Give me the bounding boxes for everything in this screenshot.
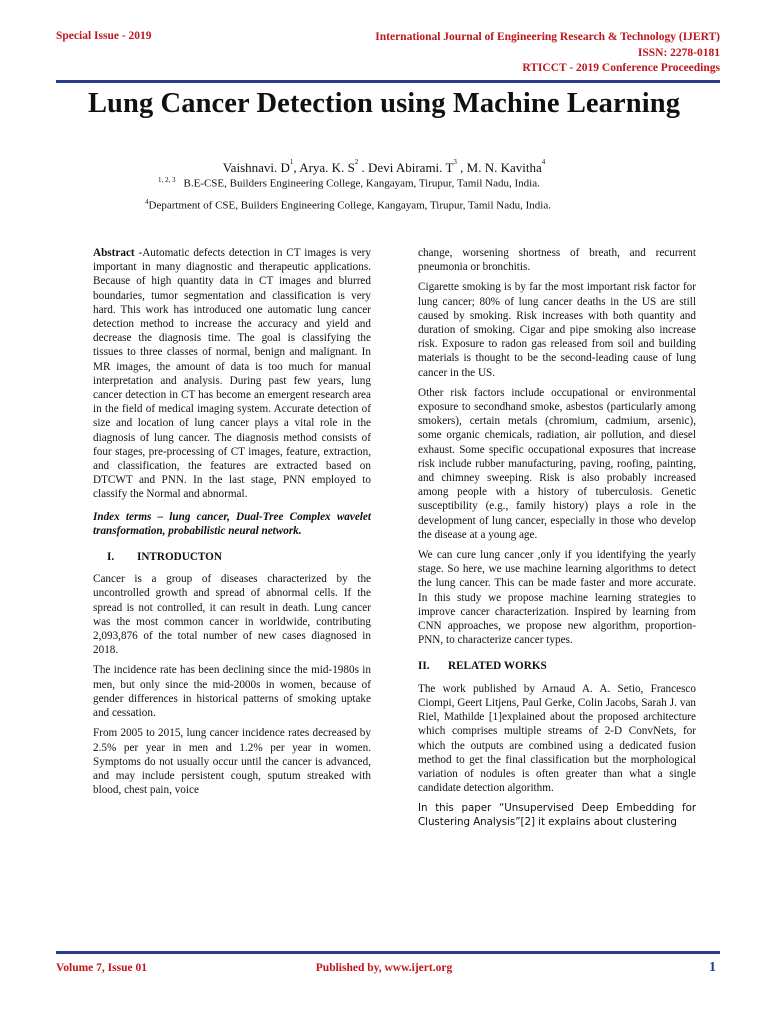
section-number: II.: [418, 660, 430, 673]
intro-paragraph-7: We can cure lung cancer ,only if you identifying the yearly stage. So here, we use machine learning algorithms to detect the lung cancer. This can be made faster and more accurate. In this study we propose machine learning strategies to improve cancer characterization. Inspired by learning from CNN approaches, we propose new algorithm, proportion-PNN, to characterize cancer types.: [418, 549, 696, 647]
intro-paragraph-5: Cigarette smoking is by far the most important risk factor for lung cancer; 80% of lung cancer deaths in the US are still caused by smoking. Risk increases with both quantity and duration of smoking. Cigar and pipe smoking also increase risk. Exposure to radon gas released from soil and building materials is thought to be the second-leading cause of lung cancer in the US.: [418, 281, 696, 379]
section-number: I.: [107, 551, 115, 564]
abstract-label: Abstract: [93, 247, 135, 259]
author-1: Vaishnavi. D: [222, 160, 290, 175]
intro-paragraph-6: Other risk factors include occupational or environmental exposure to secondhand smoke, asbestos (particularly among smokers), certain metals (chromium, cadmium, arsenic), some organic chemicals, radiation, air pollution, and diesel exhaust. Some specific occupational exposures that increase risk include rubber manufacturing, paving, roofing, painting, and chimney sweeping. Risk is also probably increased among people with a history of tuberculosis. Genetic susceptibility (e.g., family history) plays a role in the development of lung cancer, especially in those who develop the disease at a young age.: [418, 386, 696, 541]
paper-title: Lung Cancer Detection using Machine Learning: [87, 88, 681, 119]
author-2-sup: 2: [354, 157, 359, 166]
header-rule: [56, 80, 720, 83]
affiliation-1: [158, 176, 540, 190]
author-4: , M. N. Kavitha: [456, 160, 542, 175]
journal-info: [375, 30, 720, 77]
affiliation-2: [145, 198, 551, 212]
footer-rule: [56, 951, 720, 954]
abstract-text: -Automatic defects detection in CT images is very important in many diagnostic and therapeutic applications. Because of high quantity data in CT images and blurred boundaries, tumor segmentation and classification is very hard. This work has introduced one automatic lung cancer detection method to increase the accuracy and yield and decrease the diagnosis time. The goal is classifying the tissues to three classes of normal, benign and malignant. In MR images, the amount of data is too much for manual interpretation and analysis. During past few years, lung cancer detection in CT has become an emergent research area in the field of medical imaging system. Accurate detection of size and location of lung cancer plays a vital role in the diagnosis of lung cancer. The diagnosis method consists of four stages, pre-processing of CT images, feature, extraction, and classification, the features are extracted based on DTCWT and PNN. In the last stage, PNN employed to classify the Normal and abnormal.: [93, 247, 371, 501]
journal-issue-label: Special Issue - 2019: [56, 30, 152, 42]
related-paragraph-1: The work published by Arnaud A. A. Setio, Francesco Ciompi, Geert Litjens, Paul Gerke, Colin Jacobs, Sarah J. van Riel, Mathilde [1]explained about the proposed architecture which comprises multiple streams of 2-D ConvNets, for which the outputs are combined using a dedicated fusion method to get the final classification but the morphological variation of nodules is often greater than what a single candidate detection algorithm.: [418, 682, 696, 795]
affiliation-1-sup: 1, 2, 3: [158, 176, 176, 184]
author-list: [0, 157, 768, 176]
journal-name: International Journal of Engineering Research & Technology (IJERT): [375, 31, 720, 43]
left-column: [93, 246, 371, 803]
intro-paragraph-4: change, worsening shortness of breath, and recurrent pneumonia or bronchitis.: [418, 247, 696, 274]
index-terms: Index terms – lung cancer, Dual-Tree Complex wavelet transformation, probabilistic neural network.: [93, 510, 371, 537]
intro-paragraph-2: The incidence rate has been declining since the mid-1980s in men, but only since the mid-2000s in women, because of gender differences in historical patterns of smoking uptake and cessation.: [93, 664, 371, 720]
related-paragraph-2: In this paper “Unsupervised Deep Embedding for Clustering Analysis”[2] it explains about clustering: [418, 802, 696, 829]
author-3-sup: 3: [453, 157, 457, 166]
page-number: 1: [709, 960, 716, 975]
author-2: , Arya. K. S: [293, 160, 355, 175]
section-title: INTRODUCTON: [137, 551, 222, 564]
intro-paragraph-1: Cancer is a group of diseases characterized by the uncontrolled growth and spread of abnormal cells. If the spread is not controlled, it can result in death. Lung cancer was the most common cancer in worldwide, contributing 2,093,876 of the total number of new cases diagnosed in 2018.: [93, 573, 371, 657]
right-column: [418, 246, 696, 835]
affiliation-2-sup: 4: [145, 198, 149, 206]
section-heading-related: [418, 659, 696, 673]
author-separator: .: [358, 160, 369, 175]
author-1-sup: 1: [289, 157, 294, 166]
affiliation-1-text: B.E-CSE, Builders Engineering College, Kangayam, Tirupur, Tamil Nadu, India.: [183, 177, 540, 190]
section-title: RELATED WORKS: [448, 660, 547, 673]
abstract: [93, 246, 371, 502]
section-heading-intro: [93, 550, 371, 564]
volume-issue: Volume 7, Issue 01: [56, 962, 147, 974]
intro-paragraph-3: From 2005 to 2015, lung cancer incidence rates decreased by 2.5% per year in men and 1.2% per year in women. Symptoms do not usually occur until the cancer is advanced, and may include persistent cough, sputum streaked with blood, chest pain, voice: [93, 727, 371, 797]
author-3: Devi Abirami. T: [368, 160, 454, 175]
author-4-sup: 4: [541, 157, 546, 166]
conference-proceedings: RTICCT - 2019 Conference Proceedings: [522, 62, 720, 74]
affiliation-2-text: Department of CSE, Builders Engineering College, Kangayam, Tirupur, Tamil Nadu, India.: [148, 199, 551, 212]
publisher-link[interactable]: Published by, www.ijert.org: [315, 962, 453, 974]
journal-issn: ISSN: 2278-0181: [637, 46, 720, 59]
